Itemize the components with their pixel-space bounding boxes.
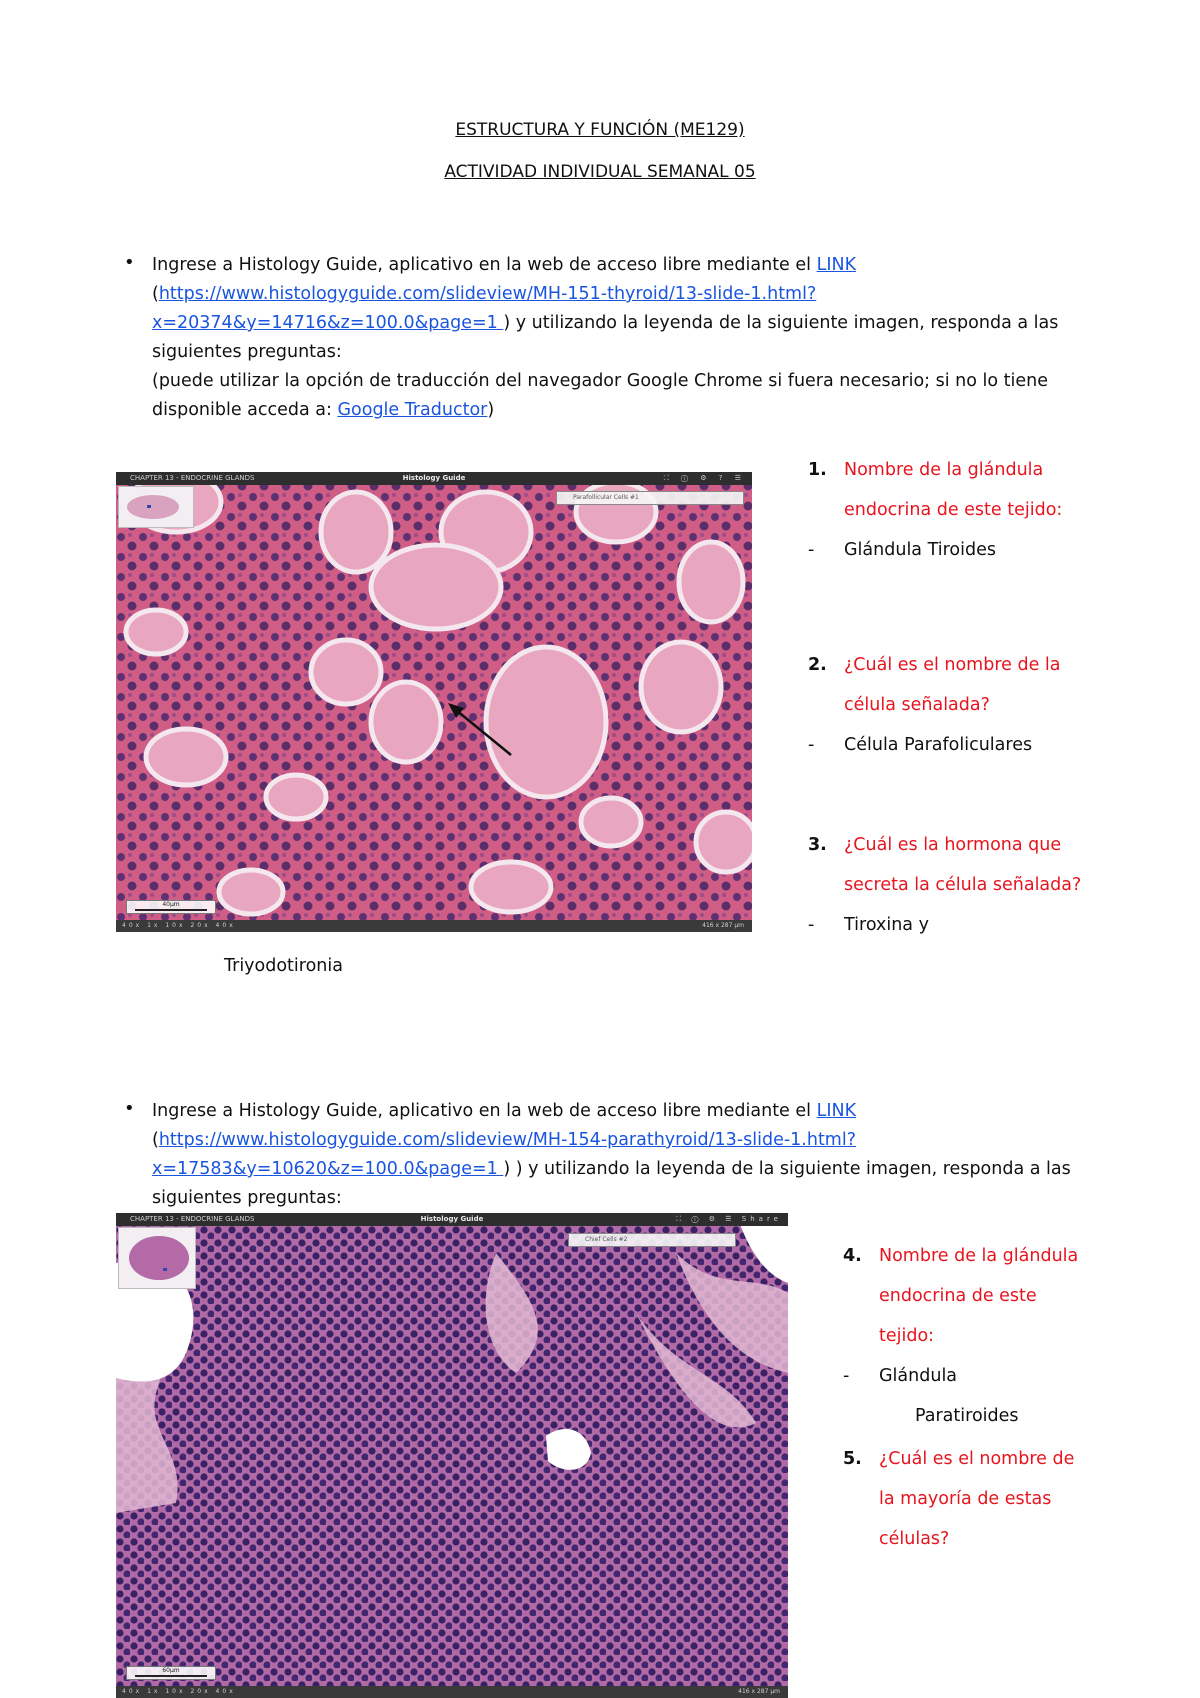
question-3-number: 3. bbox=[808, 835, 827, 855]
question-4-text-3: tejido: bbox=[879, 1326, 935, 1346]
question-1: 1. Nombre de la glándula endocrina de este tejido: - Glándula Tiroides bbox=[808, 450, 1108, 570]
section2-url-line1 bbox=[152, 1126, 1092, 1155]
section1-after-url-2: siguientes preguntas: bbox=[152, 342, 342, 362]
viewer-chapter: CHAPTER 13 - ENDOCRINE GLANDS bbox=[130, 474, 255, 482]
section1-note-close: ) bbox=[487, 400, 495, 420]
question-4-text-2: endocrina de este bbox=[879, 1286, 1037, 1306]
viewer-bottom-bar bbox=[116, 920, 752, 932]
question-4-text-1: Nombre de la glándula bbox=[879, 1246, 1079, 1266]
viewer-tool-icons-2[interactable]: ⛶ ⓘ ⚙ ☰ Share bbox=[676, 1215, 782, 1223]
question-1-number: 1. bbox=[808, 460, 827, 480]
section1-url-line1 bbox=[152, 280, 1092, 309]
viewer-bottom-bar-2 bbox=[116, 1686, 788, 1698]
section2-after-url: ) ) y utilizando la leyenda de la siguiente imagen, responda a las bbox=[503, 1159, 1071, 1179]
answer-4: Glándula bbox=[879, 1366, 958, 1386]
section2-after-url-2: siguientes preguntas: bbox=[152, 1188, 342, 1208]
section1-url-line2 bbox=[152, 309, 1092, 338]
section1-intro-text: Ingrese a Histology Guide, aplicativo en la web de acceso libre mediante el bbox=[152, 255, 817, 275]
question-5-text-1: ¿Cuál es el nombre de bbox=[879, 1449, 1075, 1469]
section2-intro bbox=[152, 1097, 1092, 1213]
course-title: ESTRUCTURA Y FUNCIÓN (ME129) bbox=[455, 120, 745, 140]
slide-thumbnail-2[interactable] bbox=[118, 1227, 196, 1289]
section2-open-paren: ( bbox=[152, 1130, 159, 1150]
bullet-2: • bbox=[124, 1098, 135, 1119]
section2-intro-line1 bbox=[152, 1097, 1092, 1126]
viewer-scale-bar bbox=[126, 900, 216, 914]
viewer-tool-icons[interactable]: ⛶ ⓘ ⚙ ? ☰ bbox=[663, 474, 746, 482]
section2-link[interactable]: LINK bbox=[816, 1101, 857, 1121]
question-5 bbox=[843, 1439, 1123, 1559]
viewer-zoom-buttons-2[interactable]: 40x 1x 10x 20x 40x bbox=[122, 1688, 236, 1695]
viewer-coordinates: 416 x 287 µm bbox=[702, 922, 744, 929]
viewer-coordinates-2: 416 x 287 µm bbox=[738, 1688, 780, 1695]
thyroid-tissue-image bbox=[116, 472, 752, 932]
parathyroid-tissue-image bbox=[116, 1213, 788, 1698]
activity-title: ACTIVIDAD INDIVIDUAL SEMANAL 05 bbox=[444, 162, 756, 182]
question-1-text-1: Nombre de la glándula bbox=[844, 460, 1044, 480]
question-4: 4. Nombre de la glándula endocrina de este tejido: - Glándula Paratiroides bbox=[843, 1236, 1123, 1436]
thumbnail-overview-image-2 bbox=[119, 1228, 195, 1288]
viewer-chapter-2: CHAPTER 13 - ENDOCRINE GLANDS bbox=[130, 1215, 255, 1223]
section1-note-line2 bbox=[152, 396, 1092, 425]
thumbnail-overview-image bbox=[119, 487, 193, 527]
section1-url-1[interactable]: https://www.histologyguide.com/slideview/MH-151-thyroid/13-slide-1.html? bbox=[158, 284, 817, 304]
section2-url-1[interactable]: https://www.histologyguide.com/slideview/MH-154-parathyroid/13-slide-1.html? bbox=[158, 1130, 856, 1150]
section1-intro bbox=[152, 251, 1092, 425]
viewer-search-input-2[interactable]: Chief Cells #2 bbox=[568, 1233, 736, 1247]
answer-3: Tiroxina y bbox=[844, 915, 929, 935]
viewer-top-bar bbox=[116, 472, 752, 485]
section1-link[interactable]: LINK bbox=[816, 255, 857, 275]
parathyroid-slide-viewer[interactable] bbox=[116, 1213, 788, 1698]
answer-3-continued: Triyodotironia bbox=[224, 956, 343, 976]
section2-intro-text: Ingrese a Histology Guide, aplicativo en la web de acceso libre mediante el bbox=[152, 1101, 817, 1121]
question-5-text-3: células? bbox=[879, 1529, 950, 1549]
question-3: 3. ¿Cuál es la hormona que secreta la célula señalada? - Tiroxina y bbox=[808, 825, 1108, 945]
question-1-text-2: endocrina de este tejido: bbox=[844, 500, 1063, 520]
viewer-search-input[interactable]: Parafollicular Cells #1 bbox=[556, 491, 744, 505]
section1-intro-line1 bbox=[152, 251, 1092, 280]
section1-note-line1: (puede utilizar la opción de traducción del navegador Google Chrome si fuera necesario; si no lo tiene bbox=[152, 371, 1048, 391]
question-2: 2. ¿Cuál es el nombre de la célula señalada? - Célula Parafoliculares bbox=[808, 645, 1108, 765]
answer-2: Célula Parafoliculares bbox=[844, 735, 1033, 755]
bullet-1: • bbox=[124, 252, 135, 273]
question-5-number: 5. bbox=[843, 1449, 862, 1469]
scale-label: 40µm bbox=[162, 901, 180, 908]
viewer-scale-bar-2 bbox=[126, 1666, 216, 1680]
slide-thumbnail[interactable] bbox=[118, 486, 194, 528]
section1-url-2[interactable]: x=20374&y=14716&z=100.0&page=1 bbox=[152, 313, 504, 333]
answer-1: Glándula Tiroides bbox=[844, 540, 996, 560]
question-2-text-1: ¿Cuál es el nombre de la bbox=[844, 655, 1061, 675]
thyroid-slide-viewer[interactable] bbox=[116, 472, 752, 932]
question-4-number: 4. bbox=[843, 1246, 862, 1266]
section1-after-url: ) y utilizando la leyenda de la siguiente imagen, responda a las bbox=[503, 313, 1059, 333]
section1-note-text: disponible acceda a: bbox=[152, 400, 338, 420]
scale-label-2: 60µm bbox=[162, 1667, 180, 1674]
question-2-text-2: célula señalada? bbox=[844, 695, 990, 715]
question-2-number: 2. bbox=[808, 655, 827, 675]
question-3-text-2: secreta la célula señalada? bbox=[844, 875, 1082, 895]
viewer-top-bar-2 bbox=[116, 1213, 788, 1226]
section1-open-paren: ( bbox=[152, 284, 159, 304]
viewer-zoom-buttons[interactable]: 40x 1x 10x 20x 40x bbox=[122, 922, 236, 929]
question-5-text-2: la mayoría de estas bbox=[879, 1489, 1052, 1509]
section2-url-2[interactable]: x=17583&y=10620&z=100.0&page=1 bbox=[152, 1159, 504, 1179]
google-translator-link[interactable]: Google Traductor bbox=[337, 400, 488, 420]
section2-url-line2 bbox=[152, 1155, 1092, 1184]
answer-4-continued: Paratiroides bbox=[915, 1406, 1019, 1426]
question-3-text-1: ¿Cuál es la hormona que bbox=[844, 835, 1062, 855]
viewer-brand-2: Histology Guide bbox=[420, 1215, 484, 1223]
viewer-brand: Histology Guide bbox=[402, 474, 466, 482]
